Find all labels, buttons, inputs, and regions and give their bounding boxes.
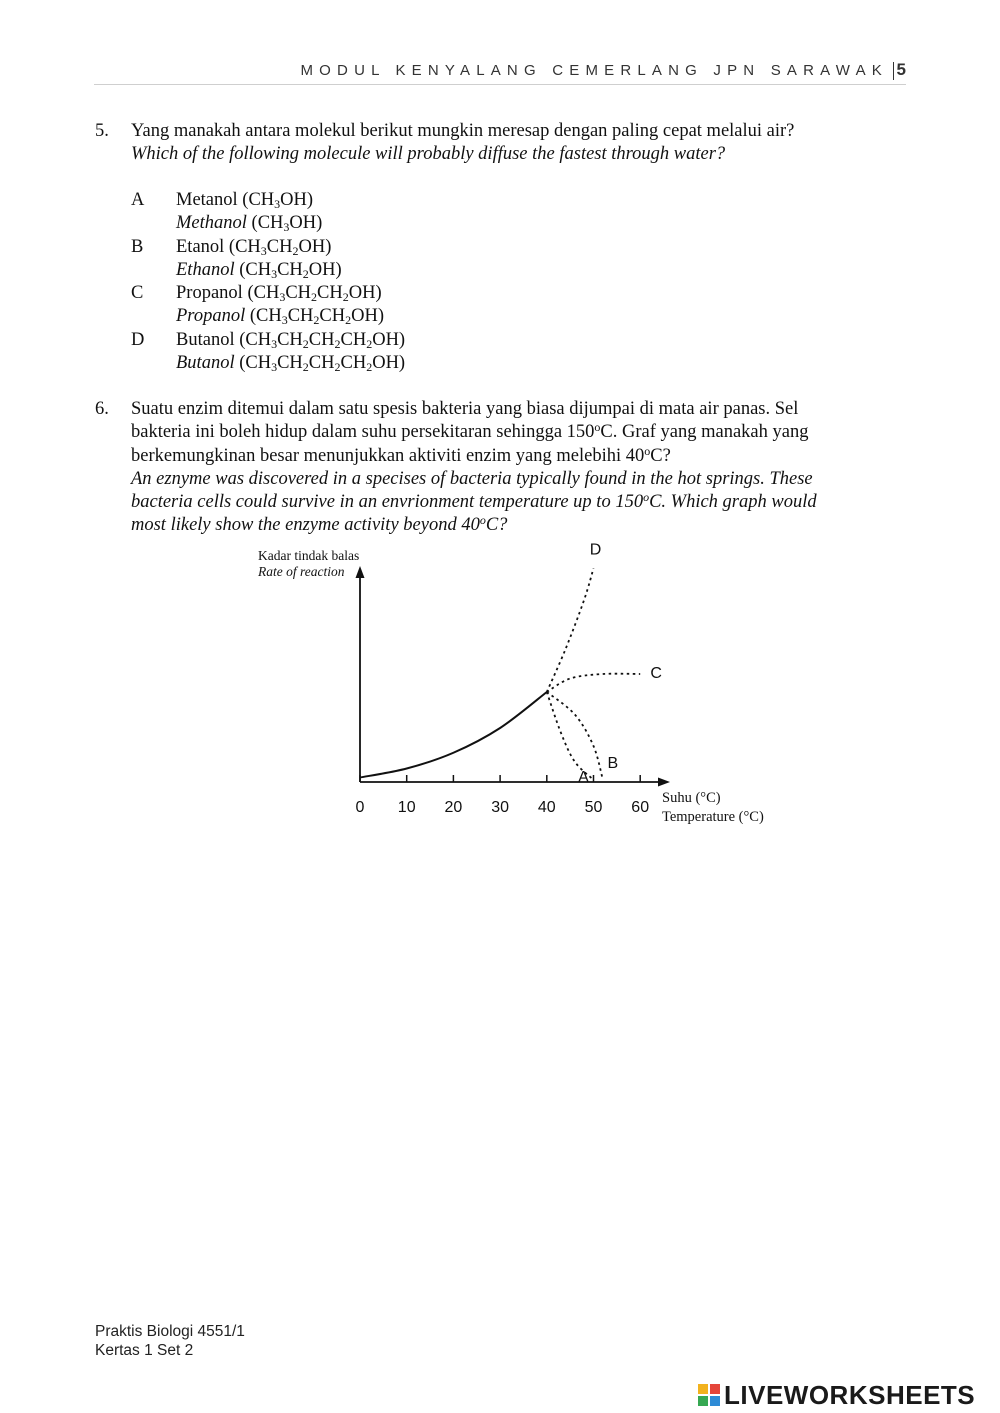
x-tick-label: 60 bbox=[631, 799, 650, 816]
logo-square bbox=[698, 1396, 708, 1406]
option-name-en: Methanol bbox=[176, 213, 247, 234]
y-axis-arrow bbox=[356, 566, 365, 578]
question-text-en: Which of the following molecule will probably diffuse the fastest through water? bbox=[131, 144, 726, 165]
x-tick-label: 20 bbox=[444, 799, 463, 816]
liveworksheets-icon bbox=[698, 1384, 720, 1406]
x-axis-arrow bbox=[658, 778, 670, 787]
x-tick-label: 0 bbox=[355, 799, 365, 816]
option-text-ms: Etanol $(CH_3CH_2OH)$ bbox=[176, 236, 332, 258]
option-text-ms: Butanol $(CH_3CH_2CH_2CH_2OH)$ bbox=[176, 329, 406, 351]
curves bbox=[360, 541, 662, 786]
x-tick-label: 10 bbox=[397, 799, 416, 816]
curve-label-b: B bbox=[607, 754, 619, 772]
x-tick-label: 40 bbox=[537, 799, 556, 816]
x-axis-label-ms: Suhu (°C) bbox=[662, 790, 721, 806]
option-name-ms: Butanol bbox=[176, 329, 235, 350]
footer-line-2: Kertas 1 Set 2 bbox=[95, 1342, 194, 1359]
question-number: 5. bbox=[95, 121, 109, 141]
text-segment: C. Which graph would bbox=[649, 492, 817, 513]
option-letter: D bbox=[131, 329, 145, 350]
curve-b bbox=[547, 692, 603, 780]
option-letter: C bbox=[131, 283, 144, 304]
header-divider bbox=[893, 62, 894, 80]
curve-c bbox=[547, 674, 640, 692]
liveworksheets-wordmark: LIVEWORKSHEETS bbox=[724, 1379, 976, 1410]
question-line: Suatu enzim ditemui dalam satu spesis bakteria yang biasa dijumpai di mata air panas. Sel bbox=[131, 399, 799, 419]
enzyme-activity-graph bbox=[250, 540, 810, 840]
degree-sign: o bbox=[643, 490, 650, 505]
option-name-ms: Metanol bbox=[176, 190, 238, 210]
question-line bbox=[131, 445, 817, 468]
curve-label-c: C bbox=[650, 665, 662, 682]
option-text-en: Ethanol $(CH_3CH_2OH)$ bbox=[176, 259, 342, 281]
option-name-en: Propanol bbox=[176, 306, 246, 327]
curve-label-a: A bbox=[578, 768, 589, 786]
option-name-ms: Propanol bbox=[176, 283, 243, 304]
question-text bbox=[131, 398, 817, 538]
page-number: 5 bbox=[896, 60, 906, 79]
text-segment: C? bbox=[485, 515, 508, 536]
footer-line-1: Praktis Biologi 4551/1 bbox=[95, 1323, 245, 1340]
option-letter: A bbox=[131, 190, 145, 210]
text-segment: C? bbox=[650, 445, 671, 466]
text-segment: C. Graf yang manakah yang bbox=[600, 422, 809, 443]
module-title: MODUL KENYALANG CEMERLANG JPN SARAWAK bbox=[300, 62, 888, 79]
option-text-en: Methanol $(CH_3OH)$ bbox=[176, 213, 323, 235]
page-footer bbox=[95, 1322, 245, 1360]
curve-label-d: D bbox=[589, 541, 602, 559]
y-axis-label-ms: Kadar tindak balas bbox=[258, 548, 360, 563]
curve-d bbox=[547, 568, 594, 692]
page-header bbox=[94, 60, 906, 85]
degree-sign: o bbox=[644, 443, 651, 458]
logo-square bbox=[710, 1384, 720, 1394]
option-text-ms: Propanol $(CH_3CH_2CH_2OH)$ bbox=[176, 283, 382, 305]
option-text-en: Butanol $(CH_3CH_2CH_2CH_2OH)$ bbox=[176, 353, 406, 375]
text-segment: berkemungkinan besar menunjukkan aktiviti enzim yang melebihi 40 bbox=[131, 445, 645, 466]
question-number: 6. bbox=[95, 399, 109, 419]
question-text bbox=[131, 120, 794, 167]
question-line bbox=[131, 514, 817, 537]
degree-sign: o bbox=[479, 513, 486, 528]
option-name-ms: Etanol bbox=[176, 236, 225, 257]
option-letter: B bbox=[131, 236, 144, 257]
option-name-en: Ethanol bbox=[176, 259, 235, 280]
curve-a bbox=[547, 692, 594, 780]
text-segment: bakteria ini boleh hidup dalam suhu persekitaran sehingga 150 bbox=[131, 422, 595, 443]
question-line bbox=[131, 491, 817, 514]
x-tick-label: 30 bbox=[491, 799, 509, 816]
logo-square bbox=[710, 1396, 720, 1406]
base-curve bbox=[360, 692, 547, 778]
text-segment: bacteria cells could survive in an envrionment temperature up to 150 bbox=[131, 492, 644, 513]
text-segment: most likely show the enzyme activity beyond 40 bbox=[131, 515, 480, 536]
question-line bbox=[131, 421, 817, 444]
option-name-en: Butanol bbox=[176, 353, 235, 374]
x-axis-label-en: Temperature (°C) bbox=[662, 809, 764, 825]
logo-square bbox=[698, 1384, 708, 1394]
liveworksheets-logo bbox=[698, 1378, 975, 1412]
option-text-en: Propanol $(CH_3CH_2CH_2OH)$ bbox=[176, 306, 385, 328]
y-axis-label-en: Rate of reaction bbox=[258, 564, 345, 579]
option-text-ms: Metanol $(CH_3OH)$ bbox=[176, 190, 314, 211]
x-tick-label: 50 bbox=[584, 799, 603, 816]
question-line: An eznyme was discovered in a specises of bacteria typically found in the hot springs. These bbox=[131, 468, 813, 489]
question-text-ms: Yang manakah antara molekul berikut mungkin meresap dengan paling cepat melalui air? bbox=[131, 121, 795, 141]
degree-sign: o bbox=[594, 420, 601, 435]
